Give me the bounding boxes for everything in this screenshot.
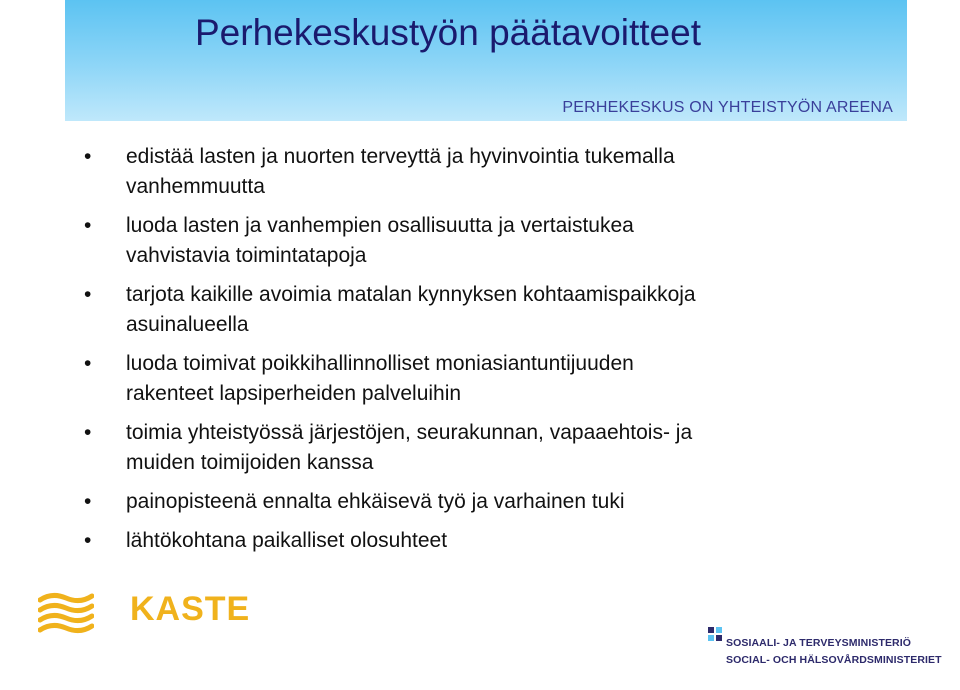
bullet-icon: • <box>84 421 92 444</box>
list-item <box>0 280 900 340</box>
list-item-line: asuinalueella <box>126 313 249 336</box>
list-item <box>0 487 900 517</box>
list-item <box>0 418 900 478</box>
list-item-line: vahvistavia toimintatapoja <box>126 244 367 267</box>
title-banner <box>65 0 907 121</box>
bullet-icon: • <box>84 529 92 552</box>
list-item-line: tarjota kaikille avoimia matalan kynnyksen kohtaamispaikkoja <box>126 283 696 306</box>
bullet-icon: • <box>84 490 92 513</box>
list-item-line: lähtökohtana paikalliset olosuhteet <box>126 529 448 552</box>
kaste-logo <box>38 590 251 640</box>
kaste-logo-text: KASTE <box>130 590 251 628</box>
ministry-logo <box>708 625 958 675</box>
list-item <box>0 526 900 556</box>
slide-subtitle: PERHEKESKUS ON YHTEISTYÖN AREENA <box>562 99 893 116</box>
bullet-icon: • <box>84 214 92 237</box>
ministry-emblem-icon <box>708 627 722 641</box>
goals-list <box>0 142 900 565</box>
list-item-line: rakenteet lapsiperheiden palveluihin <box>126 382 462 405</box>
list-item <box>0 349 900 409</box>
list-item-line: painopisteenä ennalta ehkäisevä työ ja varhainen tuki <box>126 490 625 513</box>
list-item <box>0 142 900 202</box>
list-item-line: vanhemmuutta <box>126 175 265 198</box>
list-item-line: luoda lasten ja vanhempien osallisuutta ja vertaistukea <box>126 214 634 237</box>
ministry-name-swedish: SOCIAL- OCH HÄLSOVÅRDSMINISTERIET <box>726 654 942 666</box>
list-item <box>0 211 900 271</box>
ministry-name-finnish: SOSIAALI- JA TERVEYSMINISTERIÖ <box>726 637 912 649</box>
list-item-line: toimia yhteistyössä järjestöjen, seurakunnan, vapaaehtois- ja <box>126 421 693 444</box>
kaste-wave-icon <box>38 590 94 640</box>
list-item-line: edistää lasten ja nuorten terveyttä ja hyvinvointia tukemalla <box>126 145 675 168</box>
bullet-icon: • <box>84 352 92 375</box>
slide-title: Perhekeskustyön päätavoitteet <box>195 12 701 53</box>
bullet-icon: • <box>84 283 92 306</box>
bullet-icon: • <box>84 145 92 168</box>
list-item-line: luoda toimivat poikkihallinnolliset moniasiantuntijuuden <box>126 352 634 375</box>
list-item-line: muiden toimijoiden kanssa <box>126 451 374 474</box>
